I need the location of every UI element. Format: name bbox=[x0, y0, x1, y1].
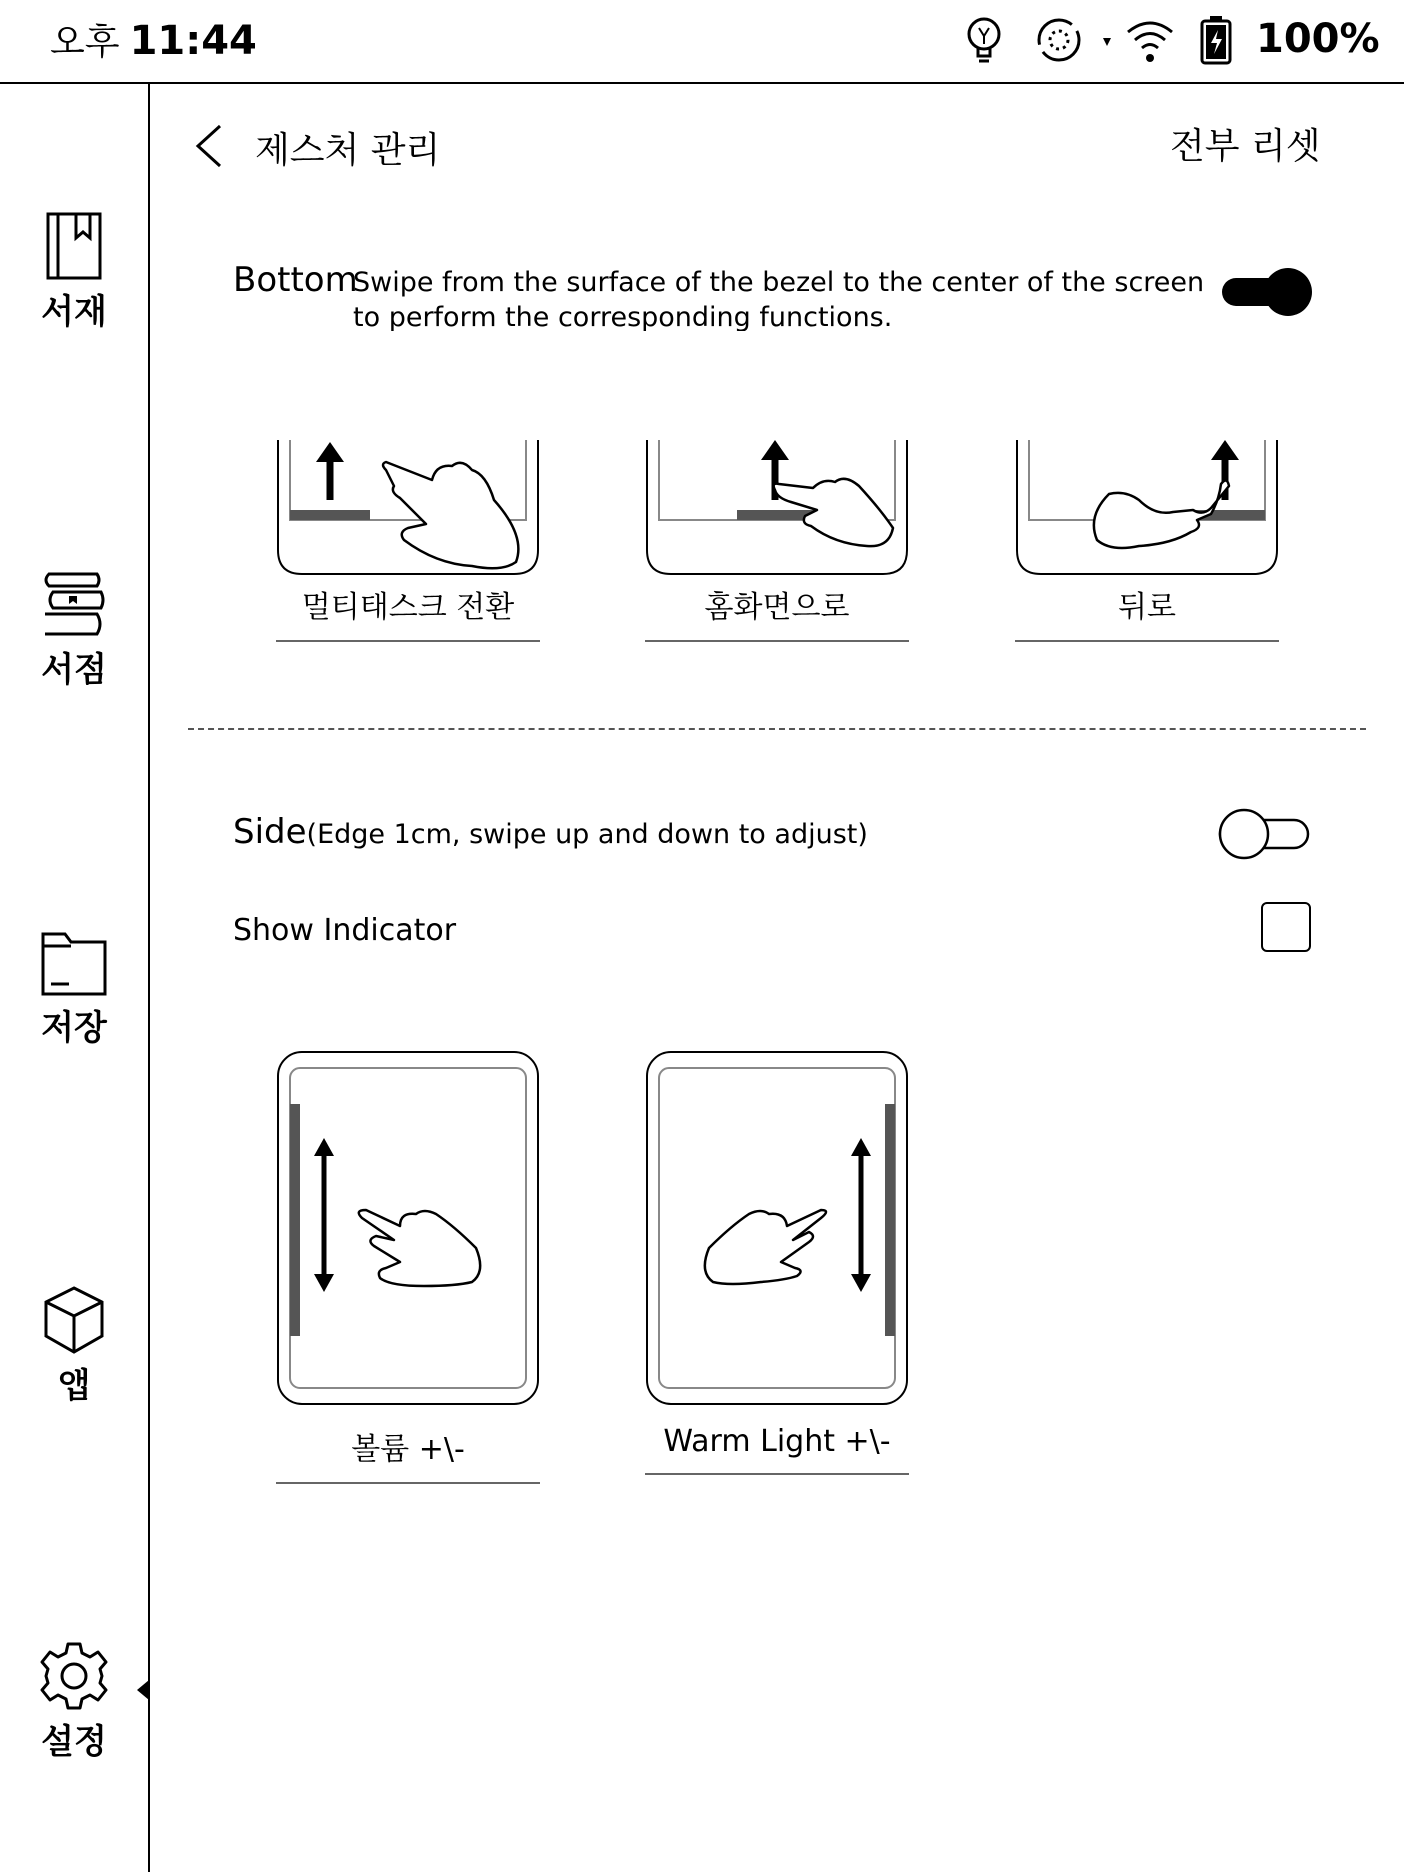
gesture-label: 홈화면으로 bbox=[704, 590, 850, 625]
wifi-icon[interactable] bbox=[1124, 14, 1176, 66]
gesture-underline bbox=[276, 640, 540, 642]
sidebar-item-label: 서점 bbox=[41, 650, 107, 690]
sidebar-item-label: 서재 bbox=[41, 292, 107, 332]
library-book-icon bbox=[42, 210, 106, 282]
warm-light-gesture-illustration bbox=[645, 1050, 909, 1406]
gesture-underline bbox=[645, 640, 909, 642]
gesture-label: 뒤로 bbox=[1118, 590, 1176, 625]
gesture-underline bbox=[1015, 640, 1279, 642]
sidebar-item-label: 저장 bbox=[41, 1008, 107, 1048]
sidebar-item-label: 설정 bbox=[41, 1722, 107, 1762]
status-ampm: 오후 bbox=[50, 22, 120, 63]
gesture-card-volume[interactable] bbox=[276, 1050, 540, 1484]
frontlight-icon[interactable] bbox=[960, 14, 1008, 66]
sidebar-item-settings[interactable] bbox=[0, 1640, 148, 1800]
app-cube-icon bbox=[42, 1284, 106, 1356]
show-indicator-label: Show Indicator bbox=[233, 913, 457, 948]
gear-icon bbox=[38, 1640, 110, 1712]
folder-icon bbox=[39, 926, 109, 998]
sidebar-item-storage[interactable] bbox=[0, 926, 148, 1086]
gesture-label: Warm Light +\- bbox=[663, 1424, 891, 1459]
active-indicator bbox=[137, 1680, 149, 1700]
sidebar-item-bookstore[interactable] bbox=[0, 568, 148, 728]
gesture-underline bbox=[645, 1473, 909, 1475]
bottom-gesture-toggle[interactable] bbox=[1220, 266, 1314, 318]
side-section-description: (Edge 1cm, swipe up and down to adjust) bbox=[306, 819, 868, 850]
page-title: 제스처 관리 bbox=[255, 130, 441, 171]
show-indicator-checkbox[interactable] bbox=[1261, 902, 1311, 952]
gesture-card-multitask[interactable] bbox=[276, 440, 540, 642]
gesture-card-home[interactable] bbox=[645, 440, 909, 642]
volume-gesture-illustration bbox=[276, 1050, 540, 1406]
bottom-section-title: Bottom bbox=[233, 260, 358, 300]
battery-charging-icon bbox=[1198, 14, 1234, 66]
sync-caret-icon bbox=[1102, 36, 1112, 48]
side-gesture-toggle[interactable] bbox=[1218, 808, 1312, 860]
gesture-label: 볼륨 +\- bbox=[351, 1432, 465, 1467]
bookstore-icon bbox=[39, 568, 109, 640]
back-chevron-icon[interactable] bbox=[190, 120, 226, 172]
multitask-gesture-illustration bbox=[276, 440, 540, 578]
reset-all-button[interactable]: 전부 리셋 bbox=[1170, 126, 1321, 167]
sidebar-item-library[interactable] bbox=[0, 210, 148, 370]
status-time bbox=[50, 14, 257, 65]
side-section-heading bbox=[233, 812, 868, 852]
status-clock: 11:44 bbox=[129, 18, 257, 64]
battery-percent: 100% bbox=[1256, 16, 1380, 62]
sidebar-item-apps[interactable] bbox=[0, 1284, 148, 1444]
gesture-card-warm-light[interactable] bbox=[645, 1050, 909, 1475]
side-section-title: Side bbox=[233, 812, 307, 852]
sidebar-item-label: 앱 bbox=[57, 1366, 91, 1406]
section-divider bbox=[188, 728, 1366, 730]
gesture-card-back[interactable] bbox=[1015, 440, 1279, 642]
gesture-label: 멀티태스크 전환 bbox=[301, 590, 515, 625]
sync-icon[interactable] bbox=[1035, 14, 1083, 66]
gesture-underline bbox=[276, 1482, 540, 1484]
back-gesture-illustration bbox=[1015, 440, 1279, 578]
home-gesture-illustration bbox=[645, 440, 909, 578]
bottom-section-description: Swipe from the surface of the bezel to the center of the screen to perform the corresponding functions. bbox=[353, 267, 1205, 331]
status-bar bbox=[0, 0, 1404, 84]
